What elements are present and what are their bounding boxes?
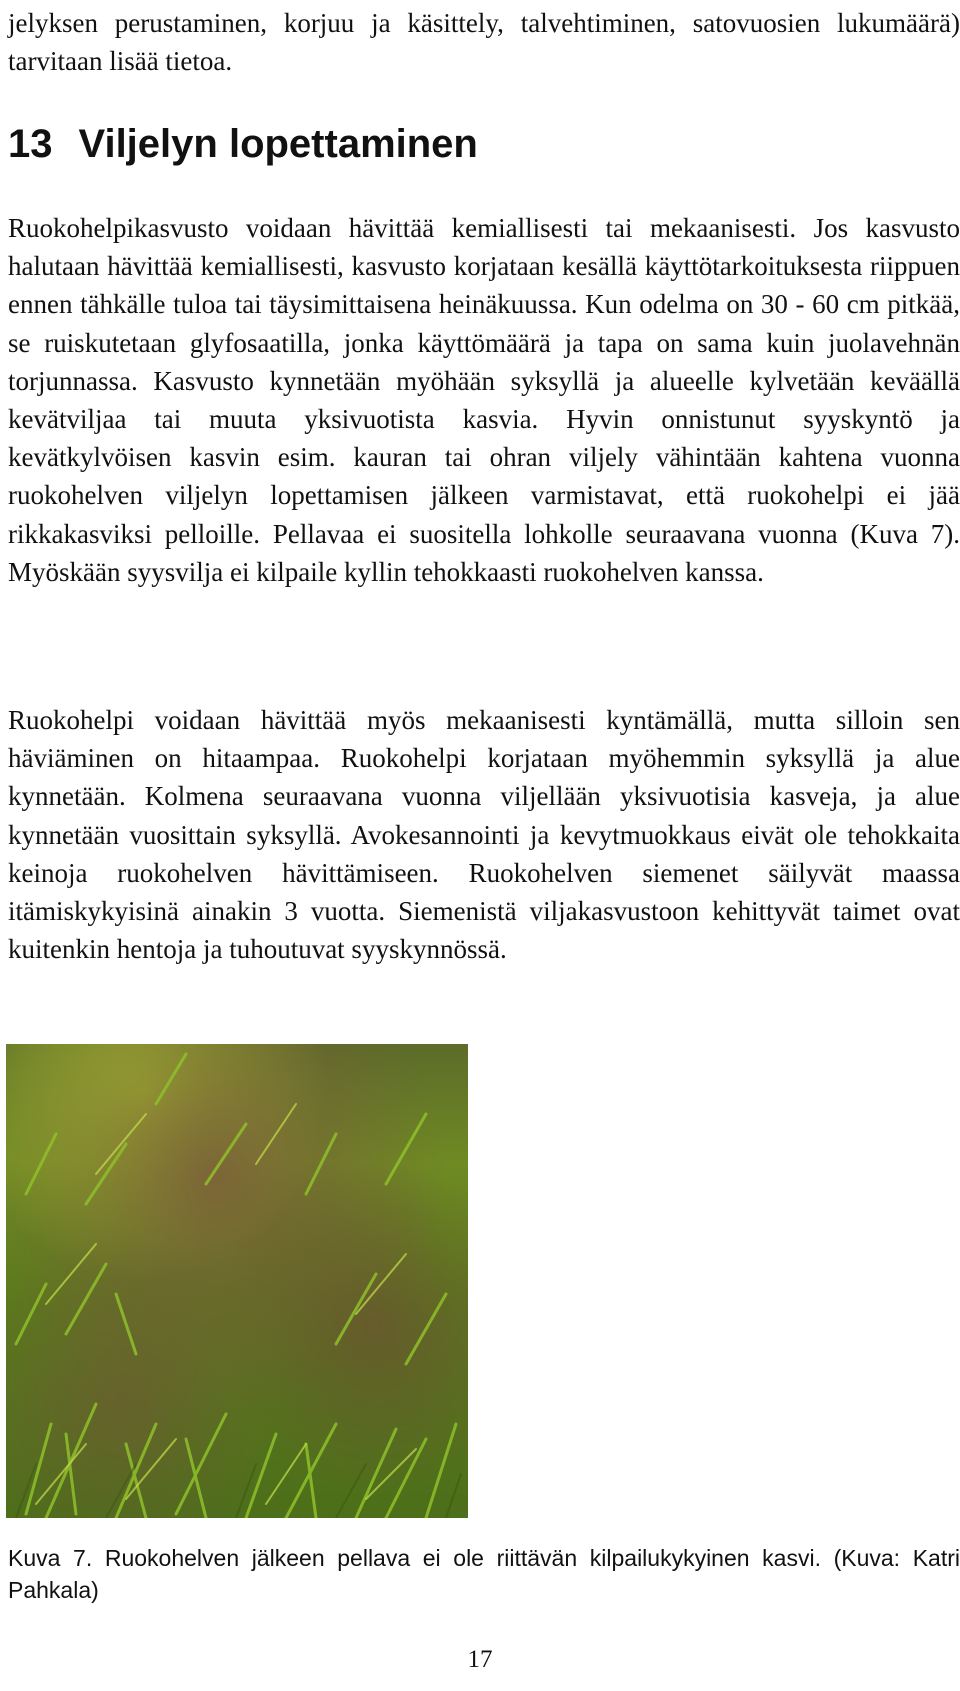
- field-photo: [6, 1044, 468, 1518]
- intro-paragraph: jelyksen perustaminen, korjuu ja käsittely, talvehtiminen, satovuosien lukumäärä) tarvitaan lisää tietoa.: [8, 8, 960, 77]
- figure-caption: Kuva 7. Ruokohelven jälkeen pellava ei ole riittävän kilpailukykyinen kasvi. (Kuva: Katri Pahkala): [8, 1545, 960, 1603]
- section-number: 13: [8, 122, 53, 166]
- field-photo-image: [6, 1044, 468, 1518]
- body-paragraph-mechanical: Ruokohelpi voidaan hävittää myös mekaanisesti kyntämällä, mutta silloin sen häviäminen on hitaampaa. Ruokohelpi korjataan myöhemmin syksyllä ja alue kynnetään. Kolmena seuraavana vuonna viljellään yksivuotisia kasveja, ja alue kynnetään vuosittain syksyllä. Avokesannointi ja kevytmuokkaus eivät ole tehokkaita keinoja ruokohelven hävittämiseen. Ruokohelven siemenet säilyvät maassa itämiskykyisinä ainakin 3 vuotta. Siemenistä viljakasvustoon kehittyvät taimet ovat kuitenkin hentoja ja tuhoutuvat syyskynnössä.: [8, 705, 960, 965]
- body-paragraph-chemical: Ruokohelpikasvusto voidaan hävittää kemiallisesti tai mekaanisesti. Jos kasvusto halutaan hävittää kemiallisesti, kasvusto korjataan kesällä käyttötarkoituksesta riippuen ennen tähkälle tuloa tai täysimittaisena heinäkuussa. Kun odelma on 30 - 60 cm pitkää, se ruiskutetaan glyfosaatilla, jonka käyttömäärä ja tapa on sama kuin juolavehnän torjunnassa. Kasvusto kynnetään myöhään syksyllä ja alueelle kylvetään keväällä kevätviljaa tai muuta yksivuotista kasvia. Hyvin onnistunut syyskyntö ja kevätkylvöisen kasvin esim. kauran tai ohran viljely vähintään kahtena vuonna ruokohelven viljelyn lopettamisen jälkeen varmistavat, että ruokohelpi ei jää rikkakasviksi pelloille. Pellavaa ei suositella lohkolle seuraavana vuonna (Kuva 7). Myöskään syysvilja ei kilpaile kyllin tehokkaasti ruokohelven kanssa.: [8, 213, 960, 587]
- section-title: Viljelyn lopettaminen: [78, 122, 478, 166]
- section-heading: [8, 120, 478, 168]
- page-number: 17: [467, 1646, 493, 1673]
